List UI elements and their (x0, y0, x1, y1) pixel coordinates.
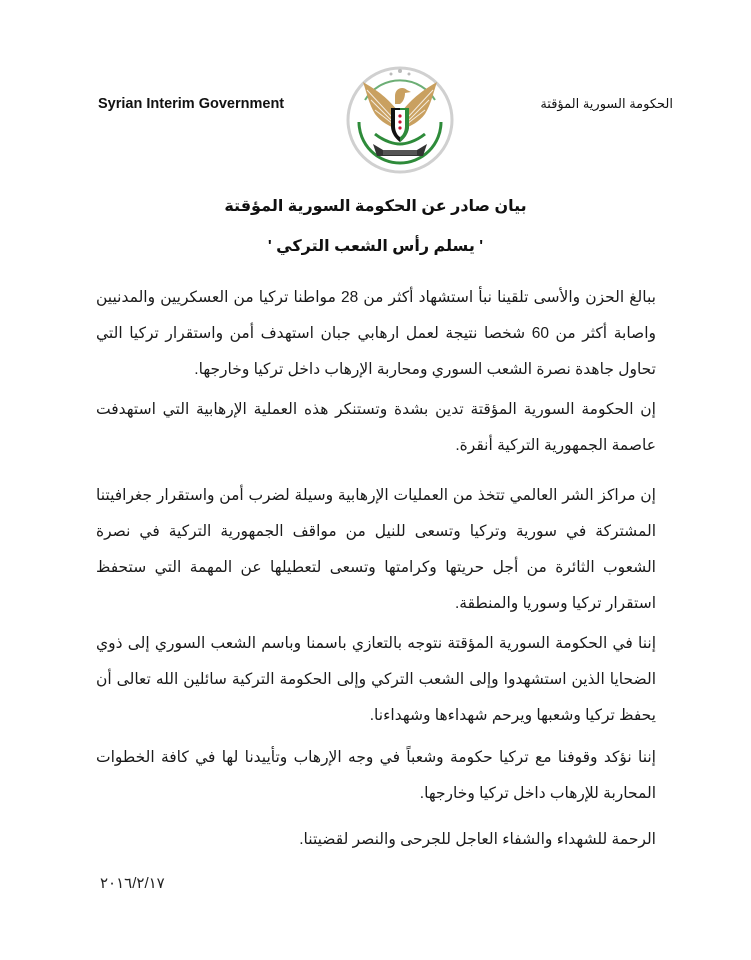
paragraph-condemnation: إن الحكومة السورية المؤقتة تدين بشدة وتستنكر هذه العملية الإرهابية التي استهدفت عاصمة الجمهورية التركية أنقرة. (96, 401, 656, 454)
paragraph-condolence-intro: ببالغ الحزن والأسى تلقينا نبأ استشهاد أكثر من 28 مواطنا تركيا من العسكريين والمدنيين واصابة أكثر من 60 شخصا نتيجة لعمل ارهابي جبان استهدف أمن واستقرار تركيا التي تحاول جاهدة نصرة الشعب السوري ومحاربة الإرهاب داخل تركيا وخارجها. (96, 289, 656, 378)
paragraph-closing: الرحمة للشهداء والشفاء العاجل للجرحى والنصر لقضيتنا. (299, 831, 656, 848)
statement-title: بيان صادر عن الحكومة السورية المؤقتة (224, 198, 527, 215)
organization-name-arabic: الحكومة السورية المؤقتة (540, 96, 673, 111)
eagle-emblem-icon (345, 60, 455, 175)
statement-date: ٢٠١٦/٢/١٧ (100, 875, 165, 892)
paragraph-condolences: إننا في الحكومة السورية المؤقتة نتوجه بالتعازي باسمنا وباسم الشعب السوري إلى ذوي الضحايا الذين استشهدوا وإلى الشعب التركي وإلى الحكومة التركية سائلين الله تعالى أن يحفظ تركيا وشعبها ويرحم شهداءها وشهداءنا. (96, 635, 656, 724)
paragraph-solidarity: إننا نؤكد وقوفنا مع تركيا حكومة وشعباً في وجه الإرهاب وتأييدنا لها في كافة الخطوات المحاربة للإرهاب داخل تركيا وخارجها. (96, 749, 656, 802)
paragraph-centers-of-evil: إن مراكز الشر العالمي تتخذ من العمليات الإرهابية وسيلة لضرب أمن واستقرار جغرافيتنا المشتركة في سورية وتركيا وتسعى للنيل من مواقف الجمهورية التركية في نصرة الشعوب الثائرة من أجل حريتها وكرامتها وتسعى لتعطيلها عن المهمة التي ستحفظ استقرار تركيا وسوريا والمنطقة. (96, 487, 656, 612)
organization-name-english: Syrian Interim Government (98, 96, 285, 112)
statement-subtitle: ' يسلم رأس الشعب التركي ' (267, 238, 484, 255)
emblem-graphic (345, 60, 455, 175)
